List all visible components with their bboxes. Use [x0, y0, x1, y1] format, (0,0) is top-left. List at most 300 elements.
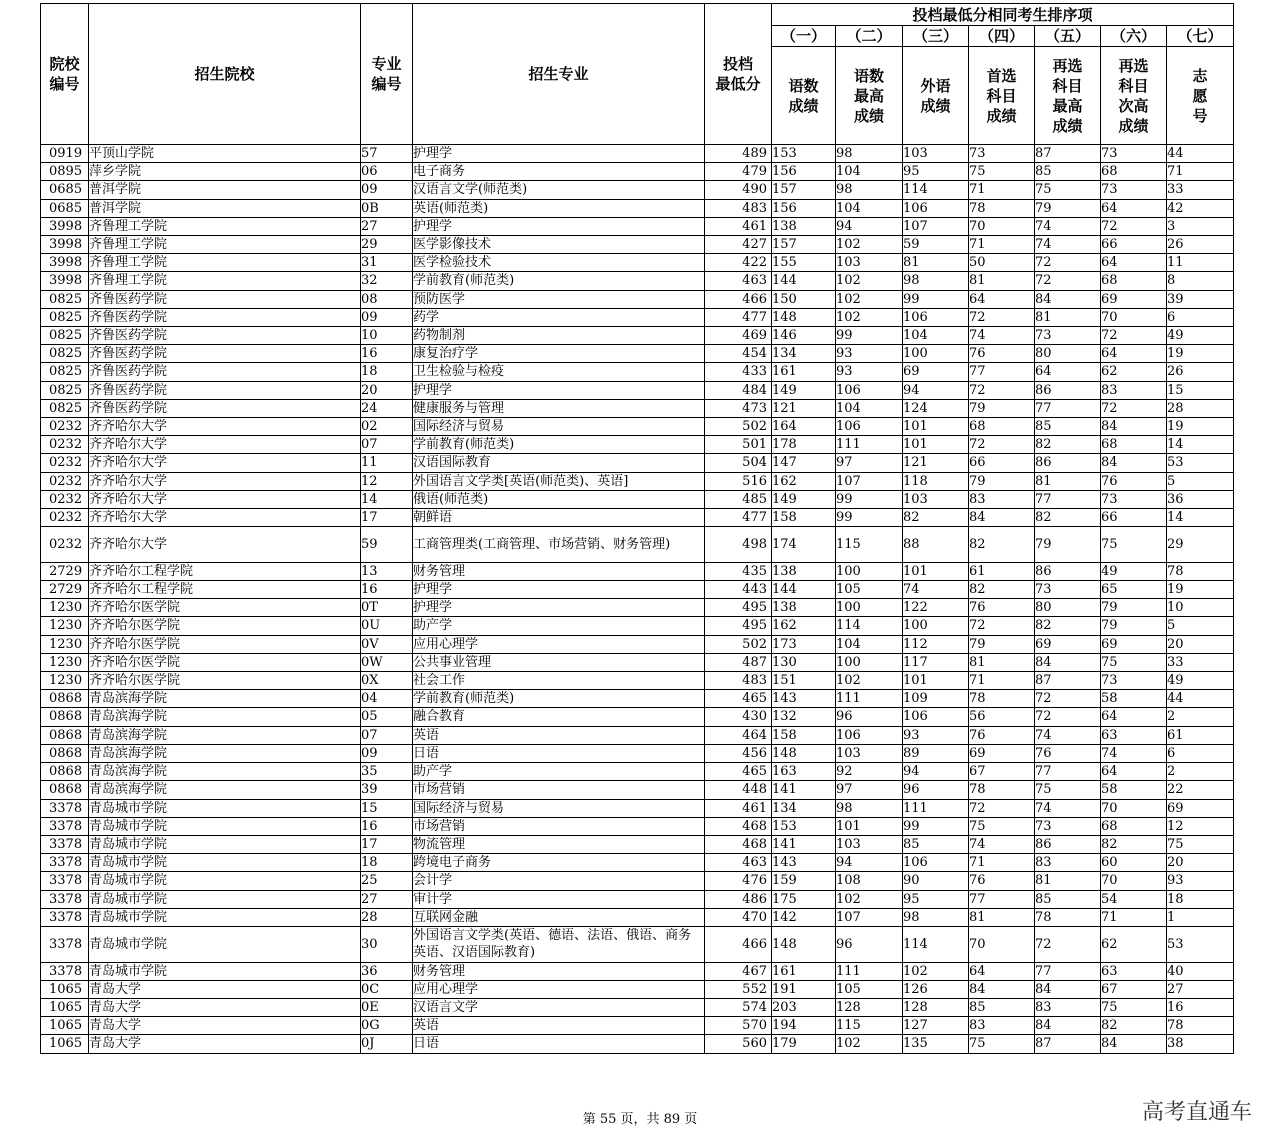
- cell-first-subject-score: 72: [969, 308, 1035, 326]
- cell-elective-second-score: 73: [1101, 672, 1167, 690]
- cell-preference-number: 53: [1167, 454, 1234, 472]
- cell-school-name: 青岛滨海学院: [89, 708, 361, 726]
- cell-preference-number: 26: [1167, 363, 1234, 381]
- cell-school-code: 0232: [41, 418, 89, 436]
- cell-major-name: 审计学: [413, 890, 705, 908]
- table-row: [41, 781, 1234, 799]
- cell-elective-top-score: 83: [1035, 998, 1101, 1016]
- cell-chinese-math-score: 146: [772, 327, 836, 345]
- cell-first-subject-score: 76: [969, 872, 1035, 890]
- cell-chinese-math-max: 104: [836, 199, 903, 217]
- cell-school-name: 青岛城市学院: [89, 962, 361, 980]
- table-row: [41, 872, 1234, 890]
- cell-school-code: 0232: [41, 527, 89, 563]
- cell-major-code: 07: [361, 726, 413, 744]
- table-row: [41, 381, 1234, 399]
- page-footer: 第 55 页，共 89 页: [582, 1112, 698, 1127]
- table-row: [41, 418, 1234, 436]
- table-row: [41, 708, 1234, 726]
- cell-foreign-lang-score: 106: [903, 708, 969, 726]
- header-school-code: 院校 编号: [41, 4, 89, 145]
- cell-elective-second-score: 74: [1101, 744, 1167, 762]
- cell-school-code: 3378: [41, 817, 89, 835]
- cell-school-code: 0895: [41, 163, 89, 181]
- cell-preference-number: 78: [1167, 562, 1234, 580]
- cell-chinese-math-score: 134: [772, 799, 836, 817]
- cell-chinese-math-max: 99: [836, 490, 903, 508]
- cell-major-code: 0T: [361, 599, 413, 617]
- cell-elective-top-score: 72: [1035, 708, 1101, 726]
- cell-elective-second-score: 72: [1101, 399, 1167, 417]
- cell-foreign-lang-score: 101: [903, 436, 969, 454]
- cell-school-name: 齐鲁理工学院: [89, 272, 361, 290]
- cell-school-code: 0232: [41, 490, 89, 508]
- cell-chinese-math-max: 128: [836, 998, 903, 1016]
- cell-preference-number: 40: [1167, 962, 1234, 980]
- header-tiebreak-num: （四）: [969, 26, 1035, 47]
- cell-school-name: 青岛大学: [89, 1017, 361, 1035]
- cell-chinese-math-max: 104: [836, 399, 903, 417]
- cell-elective-second-score: 75: [1101, 653, 1167, 671]
- cell-major-code: 08: [361, 290, 413, 308]
- cell-chinese-math-score: 173: [772, 635, 836, 653]
- cell-chinese-math-max: 103: [836, 835, 903, 853]
- cell-major-name: 医学影像技术: [413, 236, 705, 254]
- table-row: [41, 254, 1234, 272]
- table-row: [41, 436, 1234, 454]
- cell-preference-number: 42: [1167, 199, 1234, 217]
- table-row: [41, 799, 1234, 817]
- cell-min-score: 484: [705, 381, 772, 399]
- cell-major-code: 0U: [361, 617, 413, 635]
- cell-preference-number: 44: [1167, 145, 1234, 163]
- cell-school-code: 1230: [41, 672, 89, 690]
- cell-elective-second-score: 66: [1101, 509, 1167, 527]
- cell-elective-second-score: 68: [1101, 436, 1167, 454]
- cell-preference-number: 36: [1167, 490, 1234, 508]
- cell-major-code: 29: [361, 236, 413, 254]
- cell-elective-second-score: 68: [1101, 817, 1167, 835]
- cell-chinese-math-max: 107: [836, 908, 903, 926]
- cell-elective-second-score: 64: [1101, 254, 1167, 272]
- cell-foreign-lang-score: 135: [903, 1035, 969, 1053]
- cell-chinese-math-score: 150: [772, 290, 836, 308]
- cell-elective-second-score: 63: [1101, 726, 1167, 744]
- cell-chinese-math-max: 98: [836, 145, 903, 163]
- cell-foreign-lang-score: 95: [903, 890, 969, 908]
- cell-school-name: 青岛城市学院: [89, 926, 361, 962]
- cell-preference-number: 19: [1167, 418, 1234, 436]
- cell-min-score: 427: [705, 236, 772, 254]
- cell-school-code: 0919: [41, 145, 89, 163]
- cell-elective-second-score: 82: [1101, 835, 1167, 853]
- cell-school-name: 青岛城市学院: [89, 835, 361, 853]
- cell-major-name: 学前教育(师范类): [413, 272, 705, 290]
- cell-major-code: 16: [361, 581, 413, 599]
- cell-school-name: 青岛城市学院: [89, 817, 361, 835]
- header-tiebreak-label: 志 愿 号: [1167, 47, 1234, 145]
- table-row: [41, 472, 1234, 490]
- cell-elective-top-score: 81: [1035, 872, 1101, 890]
- cell-school-name: 青岛城市学院: [89, 890, 361, 908]
- cell-first-subject-score: 74: [969, 835, 1035, 853]
- cell-elective-second-score: 65: [1101, 581, 1167, 599]
- cell-foreign-lang-score: 69: [903, 363, 969, 381]
- cell-major-name: 物流管理: [413, 835, 705, 853]
- cell-foreign-lang-score: 99: [903, 290, 969, 308]
- cell-chinese-math-max: 115: [836, 1017, 903, 1035]
- cell-min-score: 463: [705, 272, 772, 290]
- cell-preference-number: 49: [1167, 672, 1234, 690]
- cell-chinese-math-score: 149: [772, 381, 836, 399]
- cell-school-name: 青岛滨海学院: [89, 744, 361, 762]
- cell-min-score: 473: [705, 399, 772, 417]
- cell-foreign-lang-score: 90: [903, 872, 969, 890]
- cell-elective-top-score: 85: [1035, 163, 1101, 181]
- cell-first-subject-score: 68: [969, 418, 1035, 436]
- cell-preference-number: 38: [1167, 1035, 1234, 1053]
- cell-chinese-math-max: 111: [836, 436, 903, 454]
- cell-foreign-lang-score: 101: [903, 562, 969, 580]
- cell-foreign-lang-score: 96: [903, 781, 969, 799]
- cell-major-code: 27: [361, 217, 413, 235]
- cell-major-name: 朝鲜语: [413, 509, 705, 527]
- cell-major-name: 护理学: [413, 381, 705, 399]
- cell-major-code: 15: [361, 799, 413, 817]
- cell-elective-second-score: 54: [1101, 890, 1167, 908]
- cell-major-name: 学前教育(师范类): [413, 436, 705, 454]
- cell-min-score: 489: [705, 145, 772, 163]
- cell-chinese-math-score: 148: [772, 926, 836, 962]
- cell-preference-number: 2: [1167, 708, 1234, 726]
- cell-major-code: 0W: [361, 653, 413, 671]
- cell-min-score: 516: [705, 472, 772, 490]
- cell-chinese-math-score: 194: [772, 1017, 836, 1035]
- cell-school-code: 3378: [41, 799, 89, 817]
- cell-min-score: 435: [705, 562, 772, 580]
- cell-foreign-lang-score: 124: [903, 399, 969, 417]
- cell-major-code: 13: [361, 562, 413, 580]
- cell-chinese-math-score: 175: [772, 890, 836, 908]
- cell-school-code: 1065: [41, 998, 89, 1016]
- cell-chinese-math-score: 203: [772, 998, 836, 1016]
- cell-elective-second-score: 68: [1101, 163, 1167, 181]
- cell-major-code: 0J: [361, 1035, 413, 1053]
- cell-major-name: 卫生检验与检疫: [413, 363, 705, 381]
- cell-major-name: 互联网金融: [413, 908, 705, 926]
- cell-school-name: 齐齐哈尔医学院: [89, 617, 361, 635]
- cell-first-subject-score: 72: [969, 381, 1035, 399]
- cell-first-subject-score: 79: [969, 635, 1035, 653]
- cell-chinese-math-score: 134: [772, 345, 836, 363]
- cell-elective-second-score: 72: [1101, 327, 1167, 345]
- cell-chinese-math-max: 115: [836, 527, 903, 563]
- cell-elective-second-score: 70: [1101, 872, 1167, 890]
- cell-major-name: 市场营销: [413, 781, 705, 799]
- cell-elective-second-score: 67: [1101, 980, 1167, 998]
- cell-min-score: 461: [705, 799, 772, 817]
- cell-school-code: 1230: [41, 635, 89, 653]
- cell-foreign-lang-score: 121: [903, 454, 969, 472]
- cell-min-score: 468: [705, 817, 772, 835]
- cell-major-code: 28: [361, 908, 413, 926]
- cell-min-score: 476: [705, 872, 772, 890]
- table-row: [41, 763, 1234, 781]
- cell-chinese-math-max: 98: [836, 799, 903, 817]
- cell-major-name: 英语: [413, 726, 705, 744]
- cell-elective-top-score: 73: [1035, 817, 1101, 835]
- cell-min-score: 477: [705, 509, 772, 527]
- cell-first-subject-score: 81: [969, 653, 1035, 671]
- cell-min-score: 454: [705, 345, 772, 363]
- cell-first-subject-score: 71: [969, 672, 1035, 690]
- cell-chinese-math-score: 179: [772, 1035, 836, 1053]
- header-min-score: 投档 最低分: [705, 4, 772, 145]
- cell-school-name: 普洱学院: [89, 181, 361, 199]
- cell-min-score: 498: [705, 527, 772, 563]
- cell-preference-number: 6: [1167, 744, 1234, 762]
- cell-school-name: 青岛城市学院: [89, 799, 361, 817]
- cell-foreign-lang-score: 98: [903, 908, 969, 926]
- cell-first-subject-score: 82: [969, 581, 1035, 599]
- cell-elective-top-score: 84: [1035, 290, 1101, 308]
- cell-min-score: 430: [705, 708, 772, 726]
- cell-elective-top-score: 80: [1035, 345, 1101, 363]
- header-tiebreak-label: 外语 成绩: [903, 47, 969, 145]
- cell-school-name: 齐齐哈尔大学: [89, 454, 361, 472]
- cell-chinese-math-score: 164: [772, 418, 836, 436]
- cell-major-code: 36: [361, 962, 413, 980]
- cell-elective-second-score: 73: [1101, 490, 1167, 508]
- cell-elective-top-score: 79: [1035, 199, 1101, 217]
- cell-chinese-math-score: 144: [772, 581, 836, 599]
- cell-elective-top-score: 69: [1035, 635, 1101, 653]
- cell-chinese-math-max: 105: [836, 980, 903, 998]
- cell-first-subject-score: 67: [969, 763, 1035, 781]
- cell-school-code: 0825: [41, 308, 89, 326]
- cell-chinese-math-max: 97: [836, 781, 903, 799]
- cell-chinese-math-max: 93: [836, 345, 903, 363]
- cell-first-subject-score: 73: [969, 145, 1035, 163]
- cell-min-score: 502: [705, 635, 772, 653]
- cell-major-name: 外国语言文学类[英语(师范类)、英语]: [413, 472, 705, 490]
- cell-foreign-lang-score: 106: [903, 199, 969, 217]
- cell-preference-number: 10: [1167, 599, 1234, 617]
- cell-school-name: 平顶山学院: [89, 145, 361, 163]
- cell-school-code: 0232: [41, 509, 89, 527]
- cell-preference-number: 20: [1167, 854, 1234, 872]
- cell-first-subject-score: 83: [969, 490, 1035, 508]
- cell-major-name: 预防医学: [413, 290, 705, 308]
- cell-chinese-math-score: 157: [772, 236, 836, 254]
- cell-major-name: 应用心理学: [413, 980, 705, 998]
- cell-school-code: 3378: [41, 854, 89, 872]
- cell-elective-second-score: 68: [1101, 272, 1167, 290]
- cell-elective-top-score: 72: [1035, 926, 1101, 962]
- cell-major-code: 18: [361, 363, 413, 381]
- cell-first-subject-score: 72: [969, 617, 1035, 635]
- table-row: [41, 345, 1234, 363]
- header-tiebreak-label: 再选 科目 次高 成绩: [1101, 47, 1167, 145]
- cell-foreign-lang-score: 107: [903, 217, 969, 235]
- cell-major-code: 16: [361, 817, 413, 835]
- cell-elective-second-score: 62: [1101, 926, 1167, 962]
- cell-chinese-math-score: 132: [772, 708, 836, 726]
- table-row: [41, 1017, 1234, 1035]
- cell-min-score: 456: [705, 744, 772, 762]
- cell-elective-top-score: 72: [1035, 690, 1101, 708]
- cell-school-code: 0825: [41, 345, 89, 363]
- cell-school-name: 齐齐哈尔工程学院: [89, 562, 361, 580]
- cell-first-subject-score: 71: [969, 181, 1035, 199]
- cell-foreign-lang-score: 98: [903, 272, 969, 290]
- cell-preference-number: 6: [1167, 308, 1234, 326]
- cell-major-name: 学前教育(师范类): [413, 690, 705, 708]
- cell-chinese-math-max: 106: [836, 726, 903, 744]
- header-tiebreak-num: （六）: [1101, 26, 1167, 47]
- cell-chinese-math-max: 106: [836, 381, 903, 399]
- cell-chinese-math-score: 174: [772, 527, 836, 563]
- cell-school-code: 1065: [41, 1035, 89, 1053]
- cell-chinese-math-score: 162: [772, 617, 836, 635]
- cell-first-subject-score: 64: [969, 290, 1035, 308]
- table-row: [41, 744, 1234, 762]
- cell-preference-number: 16: [1167, 998, 1234, 1016]
- cell-chinese-math-max: 101: [836, 817, 903, 835]
- cell-first-subject-score: 74: [969, 327, 1035, 345]
- cell-major-code: 07: [361, 436, 413, 454]
- cell-min-score: 504: [705, 454, 772, 472]
- cell-elective-second-score: 64: [1101, 708, 1167, 726]
- table-row: [41, 599, 1234, 617]
- cell-elective-top-score: 74: [1035, 217, 1101, 235]
- cell-school-name: 齐鲁医药学院: [89, 345, 361, 363]
- cell-min-score: 495: [705, 599, 772, 617]
- cell-major-name: 社会工作: [413, 672, 705, 690]
- cell-min-score: 552: [705, 980, 772, 998]
- cell-school-name: 齐鲁理工学院: [89, 254, 361, 272]
- cell-major-code: 11: [361, 454, 413, 472]
- cell-school-code: 0825: [41, 363, 89, 381]
- cell-chinese-math-max: 100: [836, 599, 903, 617]
- cell-major-code: 57: [361, 145, 413, 163]
- cell-min-score: 467: [705, 962, 772, 980]
- cell-school-code: 0825: [41, 381, 89, 399]
- cell-chinese-math-max: 100: [836, 562, 903, 580]
- cell-preference-number: 3: [1167, 217, 1234, 235]
- cell-major-name: 医学检验技术: [413, 254, 705, 272]
- cell-major-code: 0C: [361, 980, 413, 998]
- cell-elective-top-score: 85: [1035, 418, 1101, 436]
- cell-elective-second-score: 64: [1101, 199, 1167, 217]
- table-row: [41, 308, 1234, 326]
- cell-elective-top-score: 77: [1035, 399, 1101, 417]
- cell-preference-number: 19: [1167, 581, 1234, 599]
- cell-preference-number: 8: [1167, 272, 1234, 290]
- cell-school-code: 0868: [41, 763, 89, 781]
- cell-elective-second-score: 64: [1101, 345, 1167, 363]
- cell-first-subject-score: 78: [969, 781, 1035, 799]
- cell-school-name: 齐齐哈尔大学: [89, 527, 361, 563]
- cell-preference-number: 15: [1167, 381, 1234, 399]
- cell-elective-top-score: 82: [1035, 436, 1101, 454]
- cell-major-name: 公共事业管理: [413, 653, 705, 671]
- cell-elective-top-score: 85: [1035, 890, 1101, 908]
- cell-chinese-math-score: 158: [772, 509, 836, 527]
- cell-first-subject-score: 64: [969, 962, 1035, 980]
- cell-foreign-lang-score: 93: [903, 726, 969, 744]
- cell-major-code: 12: [361, 472, 413, 490]
- cell-elective-top-score: 76: [1035, 744, 1101, 762]
- cell-chinese-math-max: 93: [836, 363, 903, 381]
- cell-chinese-math-max: 98: [836, 181, 903, 199]
- cell-foreign-lang-score: 122: [903, 599, 969, 617]
- cell-elective-top-score: 86: [1035, 562, 1101, 580]
- cell-min-score: 477: [705, 308, 772, 326]
- header-major-code: 专业 编号: [361, 4, 413, 145]
- cell-school-code: 3378: [41, 908, 89, 926]
- cell-preference-number: 69: [1167, 799, 1234, 817]
- cell-school-name: 齐鲁医药学院: [89, 290, 361, 308]
- cell-elective-second-score: 79: [1101, 617, 1167, 635]
- cell-chinese-math-score: 149: [772, 490, 836, 508]
- cell-chinese-math-max: 96: [836, 926, 903, 962]
- cell-major-code: 09: [361, 308, 413, 326]
- cell-major-name: 会计学: [413, 872, 705, 890]
- cell-school-name: 齐齐哈尔大学: [89, 436, 361, 454]
- cell-min-score: 487: [705, 653, 772, 671]
- cell-chinese-math-max: 104: [836, 635, 903, 653]
- cell-preference-number: 5: [1167, 617, 1234, 635]
- cell-major-code: 05: [361, 708, 413, 726]
- cell-elective-second-score: 70: [1101, 799, 1167, 817]
- cell-min-score: 466: [705, 290, 772, 308]
- cell-first-subject-score: 76: [969, 345, 1035, 363]
- cell-major-code: 16: [361, 345, 413, 363]
- header-school: 招生院校: [89, 4, 361, 145]
- cell-school-code: 0825: [41, 290, 89, 308]
- cell-elective-top-score: 84: [1035, 1017, 1101, 1035]
- cell-first-subject-score: 84: [969, 509, 1035, 527]
- cell-elective-second-score: 75: [1101, 527, 1167, 563]
- cell-foreign-lang-score: 112: [903, 635, 969, 653]
- cell-first-subject-score: 77: [969, 363, 1035, 381]
- cell-major-name: 护理学: [413, 217, 705, 235]
- cell-foreign-lang-score: 100: [903, 617, 969, 635]
- cell-chinese-math-score: 191: [772, 980, 836, 998]
- cell-chinese-math-score: 148: [772, 744, 836, 762]
- table-row: [41, 926, 1234, 962]
- cell-chinese-math-score: 159: [772, 872, 836, 890]
- cell-min-score: 470: [705, 908, 772, 926]
- cell-foreign-lang-score: 74: [903, 581, 969, 599]
- cell-elective-top-score: 75: [1035, 781, 1101, 799]
- cell-major-code: 27: [361, 890, 413, 908]
- cell-preference-number: 53: [1167, 926, 1234, 962]
- cell-first-subject-score: 77: [969, 890, 1035, 908]
- cell-foreign-lang-score: 128: [903, 998, 969, 1016]
- cell-first-subject-score: 70: [969, 217, 1035, 235]
- table-row: [41, 181, 1234, 199]
- cell-preference-number: 71: [1167, 163, 1234, 181]
- cell-chinese-math-score: 143: [772, 854, 836, 872]
- cell-min-score: 466: [705, 926, 772, 962]
- cell-elective-second-score: 83: [1101, 381, 1167, 399]
- cell-min-score: 574: [705, 998, 772, 1016]
- cell-foreign-lang-score: 118: [903, 472, 969, 490]
- cell-school-name: 青岛城市学院: [89, 908, 361, 926]
- cell-major-code: 14: [361, 490, 413, 508]
